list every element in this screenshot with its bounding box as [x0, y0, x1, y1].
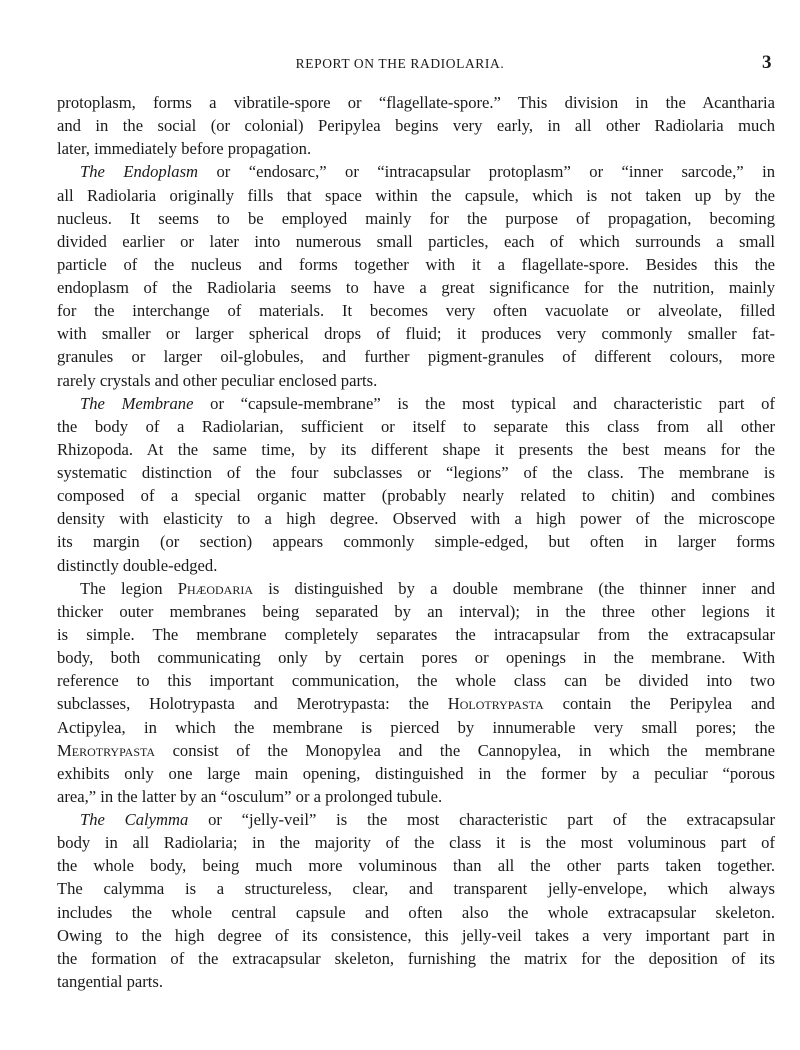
- text-line: [57, 439, 775, 461]
- small-caps-term: Merotrypasta: [57, 740, 156, 760]
- text-line: [57, 740, 775, 762]
- text-run: nucleus. It seems to be employed mainly for the purpose of propagation, becoming: [57, 208, 775, 228]
- text-run: exhibits only one large main opening, distinguished in the former by a peculiar “porous: [57, 763, 775, 783]
- text-run: or “jelly-veil” is the most characteristic part of the extracapsular: [188, 810, 775, 830]
- text-run: all Radiolaria originally fills that space within the capsule, which is not taken up by the: [57, 185, 775, 205]
- text-run: tangential parts.: [57, 971, 163, 991]
- text-line: [57, 300, 775, 322]
- text-line: [80, 393, 775, 415]
- text-run: and in the social (or colonial) Peripylea begins very early, in all other Radiolaria much: [57, 116, 775, 136]
- text-run: the formation of the extracapsular skeleton, furnishing the matrix for the deposition of its: [57, 948, 775, 968]
- text-line: [57, 277, 775, 299]
- text-line: [57, 670, 775, 692]
- text-line: [80, 809, 775, 831]
- text-run: Rhizopoda. At the same time, by its different shape it presents the best means for the: [57, 439, 775, 459]
- text-line: [57, 717, 775, 739]
- text-run: body, both communicating only by certain pores or openings in the membrane. With: [57, 648, 775, 668]
- text-line: [57, 531, 775, 553]
- text-run: or “capsule-membrane” is the most typical and characteristic part of: [193, 393, 775, 413]
- text-line: [57, 971, 775, 993]
- text-run: granules or larger oil-globules, and further pigment-granules of different colours, more: [57, 347, 775, 367]
- text-run: or “endosarc,” or “intracapsular protoplasm” or “inner sarcode,” in: [198, 162, 775, 182]
- text-run: density with elasticity to a high degree. Observed with a high power of the microscope: [57, 509, 775, 529]
- text-run: is distinguished by a double membrane (the thinner inner and: [253, 578, 775, 598]
- text-line: [57, 763, 775, 785]
- italic-term: The Endoplasm: [80, 162, 199, 182]
- text-run: for the interchange of materials. It becomes very often vacuolate or alveolate, filled: [57, 301, 775, 321]
- text-run: particle of the nucleus and forms together with it a flagellate-spore. Besides this the: [57, 254, 775, 274]
- text-line: [57, 555, 775, 577]
- text-line: [57, 370, 775, 392]
- small-caps-term: Holotrypasta: [447, 694, 544, 714]
- text-line: [57, 416, 775, 438]
- text-line: [57, 601, 775, 623]
- text-line: [57, 693, 775, 715]
- running-title: REPORT ON THE RADIOLARIA.: [295, 56, 505, 71]
- text-run: thicker outer membranes being separated by an interval); in the three other legions it: [57, 601, 775, 621]
- text-run: protoplasm, forms a vibratile-spore or “flagellate-spore.” This division in the Acantharia: [57, 93, 775, 112]
- text-line: [80, 161, 775, 183]
- small-caps-term: Phæodaria: [177, 578, 253, 598]
- italic-term: The Calymma: [80, 810, 189, 830]
- text-line: [57, 346, 775, 368]
- text-line: [57, 786, 775, 808]
- text-run: consist of the Monopylea and the Cannopylea, in which the membrane: [155, 740, 775, 760]
- text-line: [57, 208, 775, 230]
- text-run: Owing to the high degree of its consistence, this jelly-veil takes a very important part in: [57, 925, 775, 945]
- text-line: [57, 855, 775, 877]
- text-run: body in all Radiolaria; in the majority of the class it is the most voluminous part of: [57, 833, 775, 853]
- text-run: systematic distinction of the four subclasses or “legions” of the class. The membrane is: [57, 463, 775, 483]
- page-number: 3: [762, 52, 772, 73]
- text-run: its margin (or section) appears commonly simple-edged, but often in larger forms: [57, 532, 775, 552]
- text-line: [80, 578, 775, 600]
- text-line: [57, 878, 775, 900]
- text-line: [57, 92, 775, 114]
- text-line: [57, 254, 775, 276]
- text-run: composed of a special organic matter (probably nearly related to chitin) and combines: [57, 486, 775, 506]
- text-run: distinctly double-edged.: [57, 555, 218, 575]
- italic-term: The Membrane: [80, 393, 194, 413]
- text-run: includes the whole central capsule and often also the whole extracapsular skeleton.: [57, 902, 775, 922]
- text-run: rarely crystals and other peculiar enclosed parts.: [57, 370, 378, 390]
- text-line: [57, 231, 775, 253]
- text-run: The legion: [80, 578, 178, 598]
- text-line: [57, 647, 775, 669]
- text-run: later, immediately before propagation.: [57, 139, 312, 159]
- text-line: [57, 115, 775, 137]
- text-run: the whole body, being much more voluminous than all the other parts taken together.: [57, 856, 775, 876]
- text-run: The calymma is a structureless, clear, and transparent jelly-envelope, which always: [57, 879, 775, 899]
- text-run: divided earlier or later into numerous small particles, each of which surrounds a small: [57, 231, 775, 251]
- text-line: [57, 624, 775, 646]
- text-line: [57, 832, 775, 854]
- text-run: endoplasm of the Radiolaria seems to have a great significance for the nutrition, mainly: [57, 278, 775, 298]
- text-line: [57, 485, 775, 507]
- text-line: [57, 462, 775, 484]
- text-line: [57, 185, 775, 207]
- text-line: [57, 138, 775, 160]
- text-run: subclasses, Holotrypasta and Merotrypasta: the: [57, 694, 448, 714]
- text-run: the body of a Radiolarian, sufficient or itself to separate this class from all other: [57, 416, 775, 436]
- text-run: with smaller or larger spherical drops of fluid; it produces very commonly smaller fat-: [57, 324, 775, 344]
- text-line: [57, 902, 775, 924]
- text-run: contain the Peripylea and: [543, 694, 775, 714]
- text-run: reference to this important communication, the whole class can be divided into two: [57, 671, 775, 691]
- text-run: Actipylea, in which the membrane is pierced by innumerable very small pores; the: [57, 717, 775, 737]
- text-line: [57, 948, 775, 970]
- text-line: [57, 323, 775, 345]
- text-line: [57, 925, 775, 947]
- text-run: area,” in the latter by an “osculum” or a prolonged tubule.: [57, 786, 443, 806]
- text-run: is simple. The membrane completely separates the intracapsular from the extracapsular: [57, 624, 775, 644]
- text-line: [57, 508, 775, 530]
